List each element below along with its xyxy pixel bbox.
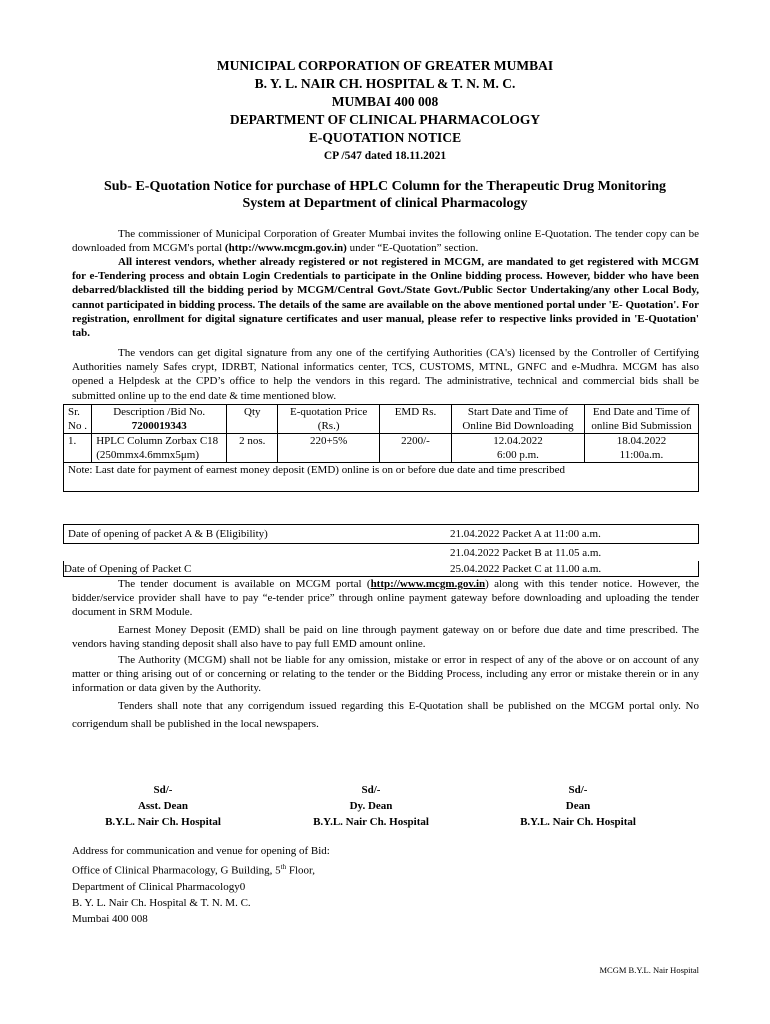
header-start: Start Date and Time of Online Bid Downloading (452, 405, 585, 434)
reference-number: CP /547 dated 18.11.2021 (323, 150, 447, 162)
header-qty: Qty (227, 405, 278, 434)
sig-org: B.Y.L. Nair Ch. Hospital (520, 816, 636, 828)
row-emd: 2200/- (379, 434, 451, 463)
registration-paragraph: All interest vendors, whether already registered or not registered in MCGM, are mandated to get registered with MCGM for e-Tendering process and obtain Login Credentials to participate in the Online bidding process. However, bidder who have been debarred/blacklisted till the bidding period by MCGM/Central Govt./State Govt./Public Sector Undertaking/any other Local Body, cannot participated in bidding process. The details of the same are available on the above mentioned portal under 'E- Quotation'. For registration, enrollment for digital signature certificates and user manual, please refer to respective links provided in 'E-Quotation' tab. (72, 256, 699, 340)
intro-text-end: under “E-Quotation” section. (346, 242, 479, 255)
corrigendum-paragraph: Tenders shall note that any corrigendum issued regarding this E-Quotation shall be published on the MCGM portal only. No corrigendum shall be published in the local newspapers. (72, 700, 699, 730)
liability-paragraph: The Authority (MCGM) shall not be liable for any omission, mistake or error in respect of any of the above or on account of any matter or thing arising out of or concerning or relating to the tender or the Bidding Process, including any error or mistake therein or in any information or data given by the Authority. (72, 654, 699, 695)
table-header-row (64, 405, 699, 434)
subject-line-1: Sub- E-Quotation Notice for purchase of HPLC Column for the Therapeutic Drug Monitoring (103, 179, 667, 194)
header-line-4: DEPARTMENT OF CLINICAL PHARMACOLOGY (229, 112, 541, 127)
address-line-2-text: Office of Clinical Pharmacology, G Building, 5 (72, 864, 281, 877)
sig-org: B.Y.L. Nair Ch. Hospital (313, 816, 429, 828)
opening-ab-label: Date of opening of packet A & B (Eligibility) (68, 528, 268, 540)
signature-dy-dean (296, 782, 446, 830)
header-line-2: B. Y. L. NAIR CH. HOSPITAL & T. N. M. C. (254, 76, 516, 91)
address-line-5: Mumbai 400 008 (72, 912, 148, 925)
opening-c-value: 25.04.2022 Packet C at 11.00 a.m. (450, 563, 602, 575)
header-line-5: E-QUOTATION NOTICE (308, 130, 462, 145)
row-qty: 2 nos. (227, 434, 278, 463)
end-time: 11:00a.m. (619, 449, 664, 461)
sig-sd: Sd/- (568, 784, 588, 796)
signature-dean (503, 782, 653, 830)
sig-org: B.Y.L. Nair Ch. Hospital (105, 816, 221, 828)
address-line-1: Address for communication and venue for opening of Bid: (72, 845, 330, 857)
header-emd: EMD Rs. (379, 405, 451, 434)
sig-title: Dean (565, 800, 591, 812)
sig-sd: Sd/- (153, 784, 173, 796)
sig-sd: Sd/- (361, 784, 381, 796)
opening-a-value: 21.04.2022 Packet A at 11:00 a.m. (450, 528, 601, 540)
emd-paragraph: Earnest Money Deposit (EMD) shall be paid on line through payment gateway on or before due date and time prescribed. The vendors having standing deposit shall also have to pay full EMD amount online. (72, 624, 699, 651)
tender-document-paragraph (72, 577, 699, 620)
address-line-4: B. Y. L. Nair Ch. Hospital & T. N. M. C. (72, 896, 251, 909)
bid-number: 7200019343 (131, 420, 187, 432)
address-block (72, 843, 330, 927)
intro-paragraph (72, 227, 699, 255)
row-end (584, 434, 698, 463)
bid-table (63, 404, 699, 492)
header-end: End Date and Time of online Bid Submission (584, 405, 698, 434)
address-line-2 (72, 859, 330, 879)
opening-ab-box (63, 524, 699, 544)
row-price: 220+5% (278, 434, 379, 463)
header-line-1: MUNICIPAL CORPORATION OF GREATER MUMBAI (216, 58, 554, 73)
row-desc: HPLC Column Zorbax C18 (250mmx4.6mmx5μm) (92, 434, 227, 463)
end-date: 18.04.2022 (616, 435, 667, 447)
table-note-row (64, 463, 699, 492)
header-sr: Sr. No . (64, 405, 92, 434)
address-line-3: Department of Clinical Pharmacology0 (72, 880, 246, 893)
header-line-3: MUMBAI 400 008 (331, 94, 439, 109)
row-sr: 1. (64, 434, 92, 463)
mcgm-portal-link[interactable]: http://www.mcgm.gov.in (370, 578, 486, 590)
sig-title: Dy. Dean (349, 800, 393, 812)
subject-line-2: System at Department of clinical Pharmacology (242, 196, 528, 211)
opening-c-box (63, 561, 699, 577)
table-row (64, 434, 699, 463)
start-time: 6:00 p.m. (497, 449, 539, 461)
portal-link[interactable]: (http://www.mcgm.gov.in) (224, 242, 347, 255)
row-start (452, 434, 585, 463)
tender-doc-text: The tender document is available on MCGM portal ( (118, 578, 371, 590)
address-line-2-end: Floor, (286, 864, 316, 877)
intro-text: The commissioner of Municipal Corporation of Greater Mumbai invites the following online E-Quotation. The tender copy can be downloaded from MCGM's portal (72, 228, 699, 255)
start-date: 12.04.2022 (493, 435, 543, 447)
emd-note: Note: Last date for payment of earnest money deposit (EMD) online is on or before due date and time prescribed (64, 463, 699, 492)
page-footer: MCGM B.Y.L. Nair Hospital (599, 965, 699, 975)
header-price: E-quotation Price (Rs.) (278, 405, 379, 434)
header-desc (92, 405, 227, 434)
opening-b-value: 21.04.2022 Packet B at 11.05 a.m. (450, 547, 602, 559)
sig-title: Asst. Dean (137, 800, 189, 812)
tender-doc-text-end: ) along with this tender notice. However, the bidder/service provider shall have to pay “e-tender price” through online payment gateway before downloading and uploading the tender document in SRM Module. (72, 578, 699, 619)
signature-asst-dean (88, 782, 238, 830)
header-desc-label: Description /Bid No. (113, 406, 206, 418)
address-sup: th (280, 863, 287, 871)
opening-c-label: Date of Opening of Packet C (64, 563, 192, 575)
digital-signature-paragraph: The vendors can get digital signature from any one of the certifying Authorities (CA's) licensed by the Controller of Certifying Authorities namely Safes crypt, IDRBT, National informatics center, TCS, CUSTOMS, MTNL, GNFC and e-Mudhra. MCGM has also opened a Helpdesk at the CPD’s office to help the vendors in this regard. The administrative, technical and commercial bids shall be submitted online up to the end date & time mentioned blow. (72, 347, 699, 402)
